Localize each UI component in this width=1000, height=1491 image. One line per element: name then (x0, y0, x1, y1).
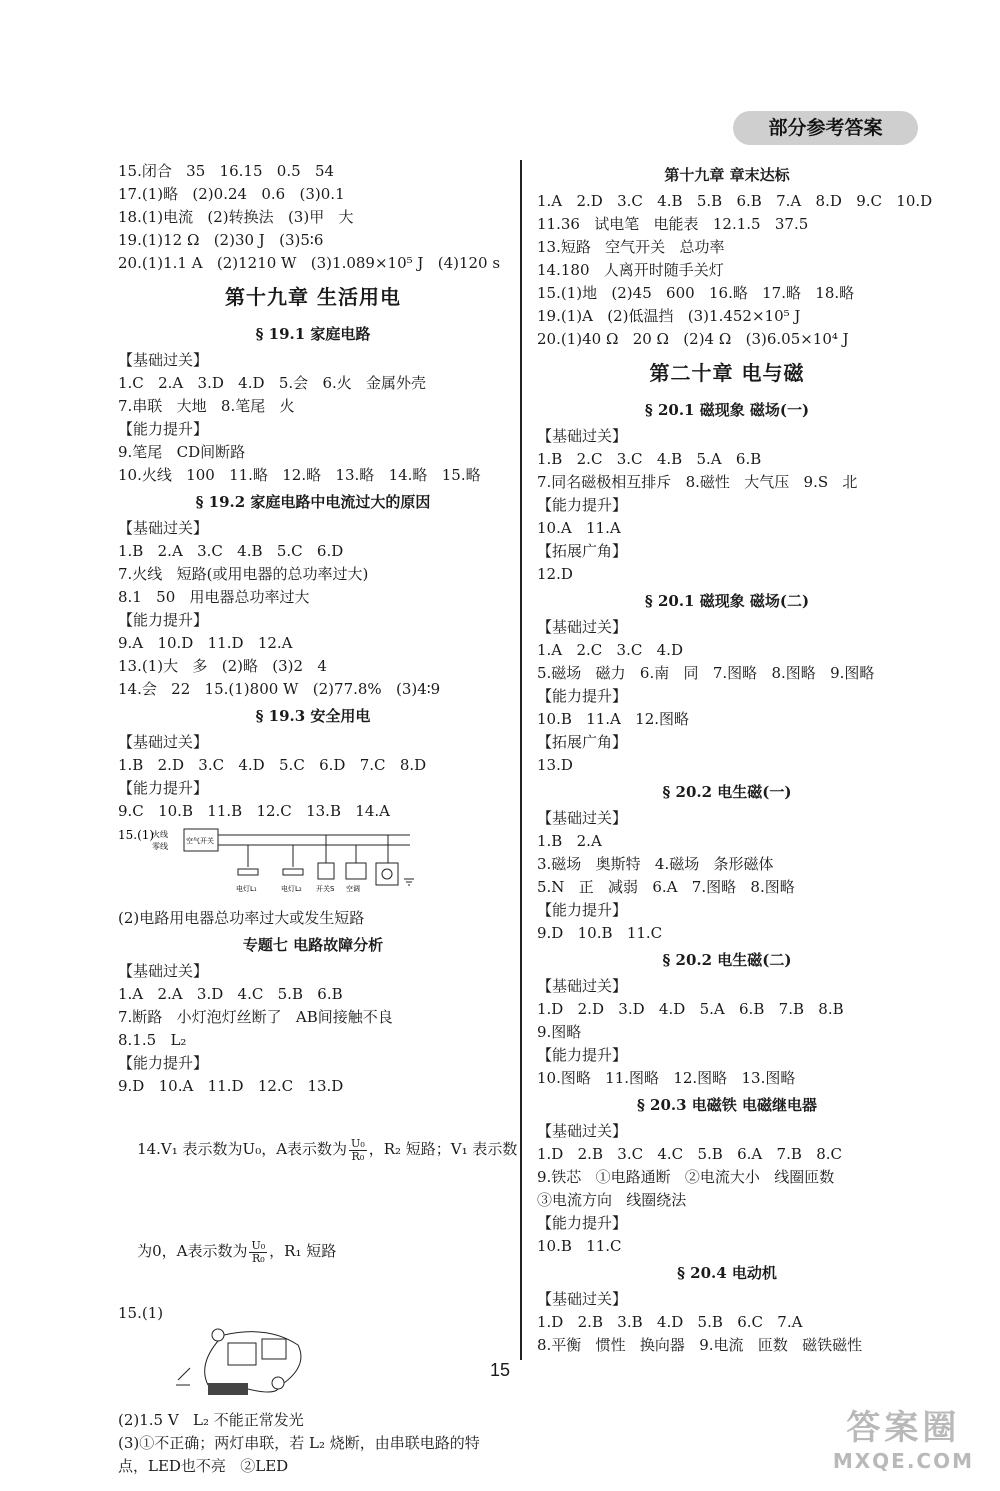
chapter-title: 第十九章 生活用电 (225, 285, 401, 309)
answer-line: 15.闭合 35 16.15 0.5 54 (118, 162, 335, 180)
answer-line: 9.笔尾 CD间断路 (118, 443, 246, 461)
right-column (537, 160, 933, 1357)
answer-line: 13.短路 空气开关 总功率 (537, 238, 725, 256)
answer-line: 15.(1) (118, 1304, 164, 1322)
answer-line: 15.(1)地 (2)45 600 16.略 17.略 18.略 (537, 284, 855, 302)
section-title: § 20.3 电磁铁 电磁继电器 (636, 1096, 818, 1114)
subsection-label: 【能力提升】 (118, 1054, 209, 1072)
air-switch-label: 空气开关 (186, 837, 214, 845)
answer-line: (3)①不正确；两灯串联，若 L₂ 烧断，由串联电路的特 (118, 1434, 480, 1452)
answer-line: 点，LED也不亮 ②LED (118, 1457, 289, 1475)
section-title: § 20.1 磁现象 磁场(一) (644, 401, 810, 419)
answer-line: 18.(1)电流 (2)转换法 (3)甲 大 (118, 208, 354, 226)
subsection-label: 【基础过关】 (537, 618, 628, 636)
fraction-denominator: R₀ (351, 1149, 365, 1163)
answer-line: 8.1 50 用电器总功率过大 (118, 588, 310, 606)
subsection-label: 【基础过关】 (118, 351, 209, 369)
answer-line: 20.(1)1.1 A (2)1210 W (3)1.089×10⁵ J (4)120 s (118, 254, 501, 272)
fraction-numerator: U₀ (351, 1136, 365, 1150)
answer-line: 1.B 2.A 3.C 4.B 5.C 6.D (118, 542, 344, 560)
section-title: § 20.2 电生磁(二) (662, 951, 792, 969)
outlet-icon (346, 863, 366, 879)
subsection-label: 【基础过关】 (537, 977, 628, 995)
answer-line: 13.D (537, 756, 573, 774)
subsection-label: 【能力提升】 (118, 611, 209, 629)
answer-line: 10.B 11.C (537, 1237, 622, 1255)
answer-line: 9.C 10.B 11.B 12.C 13.B 14.A (118, 802, 390, 820)
answer-line: 8.平衡 惯性 换向器 9.电流 匝数 磁铁磁性 (537, 1336, 863, 1354)
section-title: § 20.4 电动机 (677, 1264, 777, 1282)
answer-text: 14.V₁ 表示数为U₀，A表示数为 (137, 1140, 348, 1158)
answer-line: 1.D 2.B 3.C 4.C 5.B 6.A 7.B 8.C (537, 1145, 842, 1163)
subsection-label: 【基础过关】 (537, 427, 628, 445)
answer-line: 1.A 2.C 3.C 4.D (537, 641, 683, 659)
answer-line: 7.火线 短路(或用电器的总功率过大) (118, 565, 369, 583)
answer-text: ，R₂ 短路；V₁ 表示数 (368, 1140, 518, 1158)
answer-line: 1.B 2.A (537, 832, 602, 850)
page-number: 15 (489, 1360, 511, 1380)
lamp-l2-icon (283, 869, 303, 875)
subsection-label: 【能力提升】 (537, 1046, 628, 1064)
answer-line: 11.36 试电笔 电能表 12.1.5 37.5 (537, 215, 809, 233)
section-title: 第十九章 章末达标 (664, 166, 790, 184)
answer-line-14a (118, 1098, 518, 1200)
answer-line: 1.D 2.B 3.B 4.D 5.B 6.C 7.A (537, 1313, 803, 1331)
answer-line: 9.D 10.B 11.C (537, 924, 663, 942)
ground-icon (404, 879, 414, 885)
chapter-title: 第二十章 电与磁 (649, 361, 805, 385)
answer-line: 1.A 2.A 3.D 4.C 5.B 6.B (118, 985, 343, 1003)
switch-s-icon (318, 863, 334, 879)
switch-s-label: 开关S (316, 885, 335, 893)
answer-line: 3.磁场 奥斯特 4.磁场 条形磁体 (537, 855, 774, 873)
lamp-l2-label: 电灯L₂ (281, 885, 302, 893)
subsection-label: 【能力提升】 (537, 687, 628, 705)
subsection-label: 【拓展广角】 (537, 542, 628, 560)
answer-line: 9.图略 (537, 1023, 582, 1041)
subsection-label: 【基础过关】 (118, 962, 209, 980)
subsection-label: 【能力提升】 (537, 901, 628, 919)
answer-line: 8.1.5 L₂ (118, 1031, 187, 1049)
answer-line: 1.B 2.D 3.C 4.D 5.C 6.D 7.C 8.D (118, 756, 427, 774)
answer-line-14b (118, 1200, 508, 1302)
answer-line: 5.磁场 磁力 6.南 同 7.图略 8.图略 9.图略 (537, 664, 875, 682)
section-title: § 20.2 电生磁(一) (662, 783, 792, 801)
fire-wire-label: 火线 (152, 830, 168, 839)
section-badge: 部分参考答案 (733, 111, 918, 145)
answer-line: 9.A 10.D 11.D 12.A (118, 634, 293, 652)
watermark-url: MXQE.COM (832, 1449, 974, 1473)
lamp-l1-label: 电灯L₁ (236, 885, 257, 893)
subsection-label: 【能力提升】 (118, 779, 209, 797)
voltmeter-icon (262, 1339, 286, 1359)
answer-line: 1.A 2.D 3.C 4.B 5.B 6.B 7.A 8.D 9.C 10.D (537, 192, 933, 210)
left-column (118, 160, 518, 1478)
watermark-logo-text: 答案圈 (846, 1408, 961, 1448)
answer-line: ③电流方向 线圈绕法 (537, 1191, 687, 1209)
fraction-denominator: R₀ (251, 1251, 265, 1265)
section-title: § 19.1 家庭电路 (255, 325, 371, 343)
answer-text: ，R₁ 短路 (269, 1242, 337, 1260)
answer-line: 10.图略 11.图略 12.图略 13.图略 (537, 1069, 796, 1087)
column-divider (520, 160, 522, 1360)
neutral-wire-label: 零线 (152, 842, 168, 851)
answer-line: 7.同名磁极相互排斥 8.磁性 大气压 9.S 北 (537, 473, 858, 491)
answer-line: (2)电路用电器总功率过大或发生短路 (118, 909, 365, 927)
subsection-label: 【基础过关】 (537, 809, 628, 827)
answer-line: 1.B 2.C 3.C 4.B 5.A 6.B (537, 450, 762, 468)
circuit-label: 15.(1) (118, 828, 155, 842)
outlet-label: 空调 (346, 885, 360, 893)
answer-line: 9.铁芯 ①电路通断 ②电流大小 线圈匝数 (537, 1168, 835, 1186)
site-watermark (833, 1400, 974, 1473)
answer-line: 10.B 11.A 12.图略 (537, 710, 690, 728)
fraction (349, 1138, 367, 1163)
fraction-numerator: U₀ (251, 1238, 266, 1252)
section-title: § 19.3 安全用电 (255, 707, 371, 725)
answer-line: 1.D 2.D 3.D 4.D 5.A 6.B 7.B 8.B (537, 1000, 844, 1018)
section-title: § 20.1 磁现象 磁场(二) (644, 592, 810, 610)
answer-text: 为0，A表示数为 (137, 1242, 248, 1260)
answer-line: 17.(1)略 (2)0.24 0.6 (3)0.1 (118, 185, 345, 203)
answer-line: 20.(1)40 Ω 20 Ω (2)4 Ω (3)6.05×10⁴ J (537, 330, 849, 348)
answer-line: 19.(1)12 Ω (2)30 J (3)5∶6 (118, 231, 324, 249)
answer-line: 7.串联 大地 8.笔尾 火 (118, 397, 295, 415)
subsection-label: 【能力提升】 (537, 1214, 628, 1232)
answer-line: 1.C 2.A 3.D 4.D 5.会 6.火 金属外壳 (118, 374, 427, 392)
answer-line: 7.断路 小灯泡灯丝断了 AB间接触不良 (118, 1008, 393, 1026)
household-circuit-diagram (118, 827, 418, 899)
answer-line: 13.(1)大 多 (2)略 (3)2 4 (118, 657, 327, 675)
answer-line: 14.180 人离开时随手关灯 (537, 261, 724, 279)
socket-icon (376, 863, 398, 885)
subsection-label: 【能力提升】 (537, 496, 628, 514)
subsection-label: 【能力提升】 (118, 420, 209, 438)
subsection-label: 【基础过关】 (118, 519, 209, 537)
answer-line: 10.火线 100 11.略 12.略 13.略 14.略 15.略 (118, 466, 481, 484)
fraction (249, 1240, 267, 1265)
lamp-l1-icon (238, 869, 258, 875)
subsection-label: 【基础过关】 (537, 1122, 628, 1140)
answer-line: 12.D (537, 565, 573, 583)
answer-line: 10.A 11.A (537, 519, 621, 537)
bulb-icon (212, 1329, 224, 1341)
answer-line: 19.(1)A (2)低温挡 (3)1.452×10⁵ J (537, 307, 801, 325)
answer-line: 9.D 10.A 11.D 12.C 13.D (118, 1077, 344, 1095)
section-title: § 19.2 家庭电路中电流过大的原因 (195, 493, 431, 511)
subsection-label: 【拓展广角】 (537, 733, 628, 751)
subsection-label: 【基础过关】 (537, 1290, 628, 1308)
section-title: 专题七 电路故障分析 (242, 936, 384, 954)
answer-line: 5.N 正 减弱 6.A 7.图略 8.图略 (537, 878, 795, 896)
answer-line: (2)1.5 V L₂ 不能正常发光 (118, 1411, 304, 1429)
subsection-label: 【基础过关】 (118, 733, 209, 751)
answer-line: 14.会 22 15.(1)800 W (2)77.8% (3)4∶9 (118, 680, 441, 698)
